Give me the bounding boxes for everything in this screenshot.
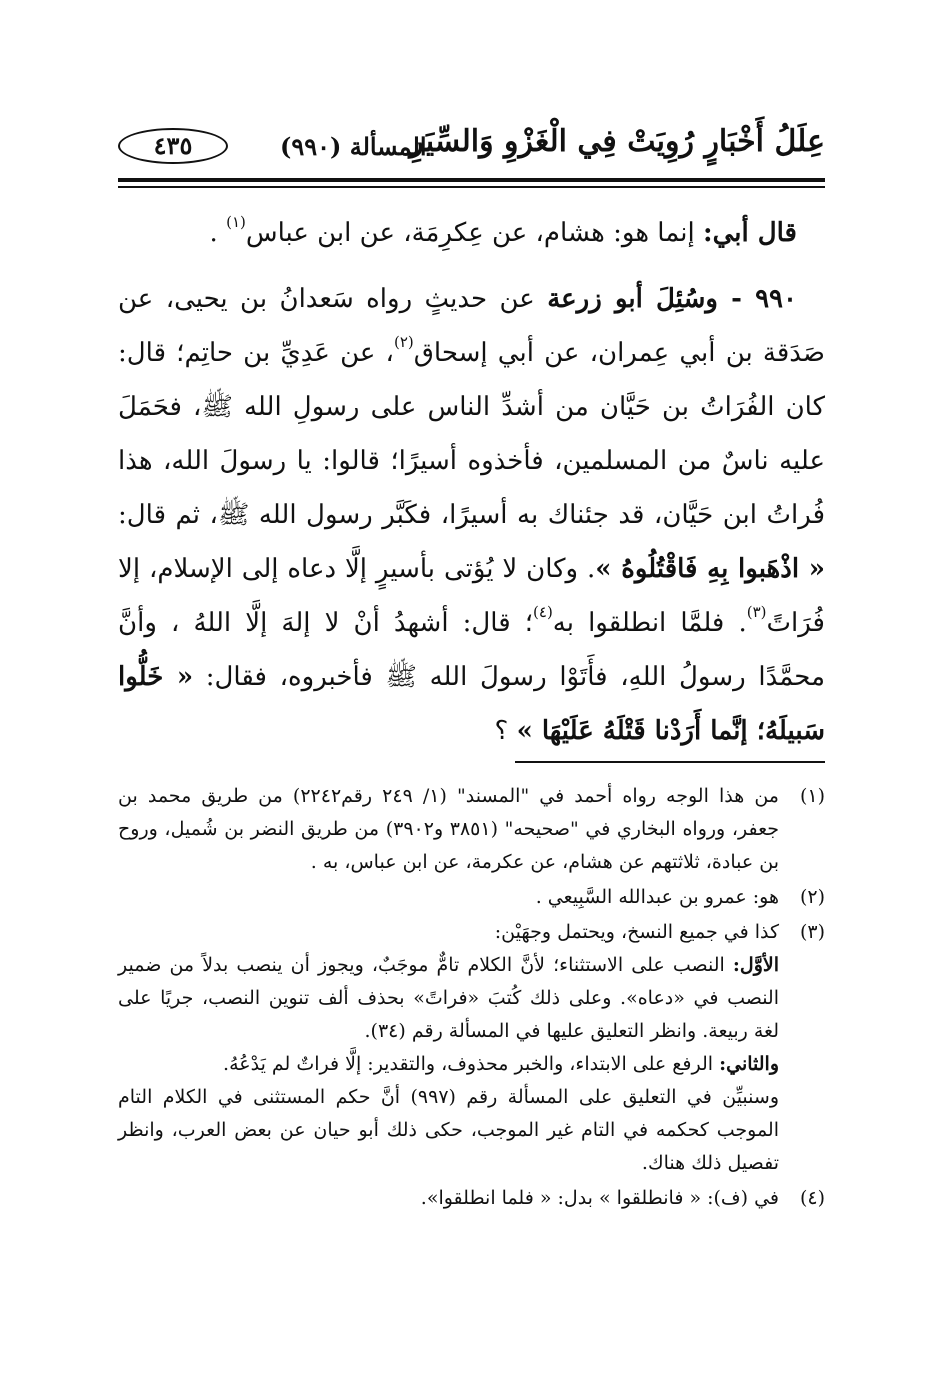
footnote-ref-2: (٢) xyxy=(393,333,414,351)
footnote-number: (٣) xyxy=(799,921,825,943)
footnote-text: في (ف): « فانطلقوا » بدل: « فلما انطلقوا». xyxy=(420,1187,779,1209)
header-rule-thin xyxy=(118,186,825,188)
first-option-label: الأوَّل: xyxy=(732,954,779,976)
issue-text-2: ، عن عَدِيِّ بن حاتِم؛ قال: كان الفُرَاتُ بن حَيَّان من أشدِّ الناس على رسولِ الله ﷺ، فحَمَلَ عليه ناسٌ من المسلمين، فأخذوه أسيرًا؛ قالوا: يا رسولَ الله، هذا فُراتُ ابن حَيَّان، قد جئناك به أسيرًا، فكَبَّر رسول الله ﷺ، ثم قال: xyxy=(118,338,825,530)
hadith-quote-1: « اذْهَبوا بِهِ فَاقْتُلُوهُ » xyxy=(595,554,825,584)
issue-text-3: . وكان لا يُؤتى بأسيرٍ إلَّا دعاه إلى الإسلام، إلا فُرَاتً xyxy=(118,554,825,638)
footnote-ref-4: (٤) xyxy=(533,603,553,621)
hadith-quote-2: « خَلُّوا سَبيلَهُ؛ إنَّما أَرَدْنا قَتْلَهُ عَلَيْهَا » xyxy=(118,662,825,746)
issue-text-1: عن حديثٍ رواه سَعدانُ بن يحيى، عن صَدَقة بن أبي عِمران، عن أبي إسحاق xyxy=(118,284,825,368)
footnote-text: هو: عمرو بن عبدالله السَّبِيعي . xyxy=(535,886,779,908)
footnote-separator xyxy=(515,761,825,763)
footnote-number: (٢) xyxy=(799,886,825,908)
book-title: عِلَلُ أَخْبَارٍ رُوِيَتْ فِي الْغَزْوِ وَالسِّيَرِ xyxy=(409,124,825,159)
footnote-second-option xyxy=(118,1048,779,1081)
footnote-first-option xyxy=(118,949,779,1048)
opening-end: . xyxy=(209,218,218,248)
second-option-label: والثاني: xyxy=(719,1053,779,1075)
issue-label: المسألة (٩٩٠) xyxy=(280,132,427,161)
footnote-1 xyxy=(118,780,825,879)
footnote-closing: وسنبيِّن في التعليق على المسألة رقم (٩٩٧) أنَّ حكم المستثنى في الكلام التام الموجب كحكمه في التام غير الموجب، حكى ذلك أبو حيان عن بعض العرب، وانظر تفصيل ذلك هناك. xyxy=(118,1086,779,1174)
second-option-text: الرفع على الابتداء، والخبر محذوف، والتقدير: إلَّا فراتٌ لم يَدْعُهُ. xyxy=(223,1053,714,1075)
issue-paragraph xyxy=(118,272,825,758)
footnotes xyxy=(118,780,825,1217)
header-rule-thick xyxy=(118,178,825,182)
main-text xyxy=(118,206,825,758)
footnote-number: (٤) xyxy=(799,1187,825,1209)
footnote-3 xyxy=(118,916,825,1180)
footnote-ref-1: (١) xyxy=(226,213,246,231)
speaker-label: قال أبي: xyxy=(702,218,797,248)
footnote-text: من هذا الوجه رواه أحمد في "المسند" (١/ ٢٤٩ رقم٢٢٤٢) من طريق محمد بن جعفر، ورواه البخاري في "صحيحه" (٣٨٥١ و٣٩٠٢) من طريق النضر بن شُميل، وروح بن عبادة، ثلاثتهم عن هشام، عن عكرمة، عن ابن عباس، به . xyxy=(118,785,779,873)
issue-text-6: ؟ xyxy=(494,716,517,746)
page-number-badge: ٤٣٥ xyxy=(118,128,228,164)
opening-text: إنما هو: هشام، عن عِكرِمَة، عن ابن عباس xyxy=(245,218,695,248)
running-header xyxy=(118,120,825,176)
issue-text-4: . فلمَّا انطلقوا به xyxy=(552,608,747,638)
opening-paragraph xyxy=(118,206,825,260)
issue-heading: ٩٩٠ - وسُئِلَ أبو زرعة xyxy=(547,284,797,314)
first-option-text: النصب على الاستثناء؛ لأنَّ الكلام تامٌّ موجَبٌ، ويجوز أن ينصب بدلاً من ضمير النصب في «دعاه». وعلى ذلك كُتبَ «فراتً» بحذف ألف تنوين النصب، جريًا على لغة ربيعة. وانظر التعليق عليها في المسألة رقم (٣٤). xyxy=(118,954,779,1042)
footnote-2 xyxy=(118,881,825,914)
footnote-intro: كذا في جميع النسخ، ويحتمل وجهَيْن: xyxy=(494,921,779,943)
footnote-number: (١) xyxy=(799,785,825,807)
footnote-4 xyxy=(118,1182,825,1215)
issue-text-5: ؛ قال: أشهدُ أنْ لا إلهَ إلَّا اللهُ ، وأنَّ محمَّدًا رسولُ اللهِ، فأَتَوْا رسولَ الله ﷺ فأخبروه، فقال: xyxy=(118,608,826,692)
footnote-ref-3: (٣) xyxy=(746,603,767,621)
